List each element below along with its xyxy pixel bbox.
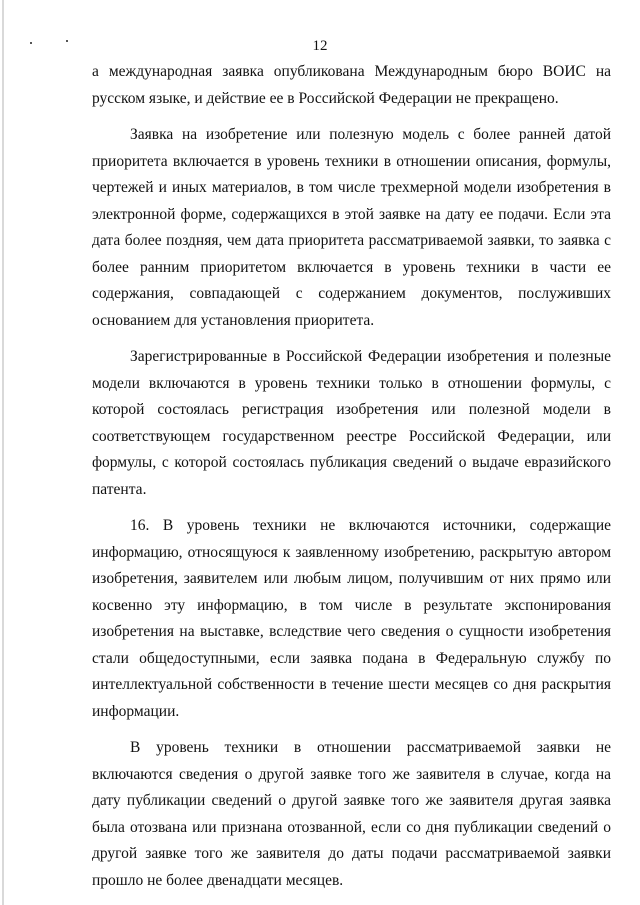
paragraph-registered-inventions: Зарегистрированные в Российской Федерации изобретения и полезные модели включаются в уровень техники только в отношении формулы, с которой состоялась регистрация изобретения или полезной модели в соответствующем государственном реестре Российской Федерации, или формулы, с которой состоялась публикация сведений о выдаче евразийского патента. [92, 348, 611, 498]
page-number: 12 [312, 38, 328, 54]
paragraph-same-applicant: В уровень техники в отношении рассматриваемой заявки не включаются сведения о другой заявке того же заявителя в случае, когда на дату публикации сведений о другой заявке того же заявителя другая заявка была отозвана или признана отозванной, если со дня публикации сведений о другой заявке того же заявителя до даты подачи рассматриваемой заявки прошло не более двенадцати месяцев. [92, 739, 611, 889]
paragraph-earlier-priority: Заявка на изобретение или полезную модель с более ранней датой приоритета включается в уровень техники в отношении описания, формулы, чертежей и иных материалов, в том числе трехмерной модели изобретения в электронной форме, содержащихся в этой заявке на дату ее подачи. Если эта дата более поздняя, чем дата приоритета рассматриваемой заявки, то заявка с более ранним приоритетом включается в уровень техники в части ее содержания, совпадающей с содержанием документов, послуживших основанием для установления приоритета. [92, 126, 611, 329]
paragraph-item-16: 16. В уровень техники не включаются источники, содержащие информацию, относящуюся к заявленному изобретению, раскрытую автором изобретения, заявителем или любым лицом, получившим от них прямо или косвенно эту информацию, в том числе в результате экспонирования изобретения на выставке, вследствие чего сведения о сущности изобретения стали общедоступными, если заявка подана в Федеральную службу по интеллектуальной собственности в течение шести месяцев со дня раскрытия информации. [92, 517, 611, 720]
scan-edge [2, 0, 4, 905]
document-body [92, 59, 611, 904]
paragraph-continuation: а международная заявка опубликована Международным бюро ВОИС на русском языке, и действие ее в Российской Федерации не прекращено. [92, 63, 611, 107]
